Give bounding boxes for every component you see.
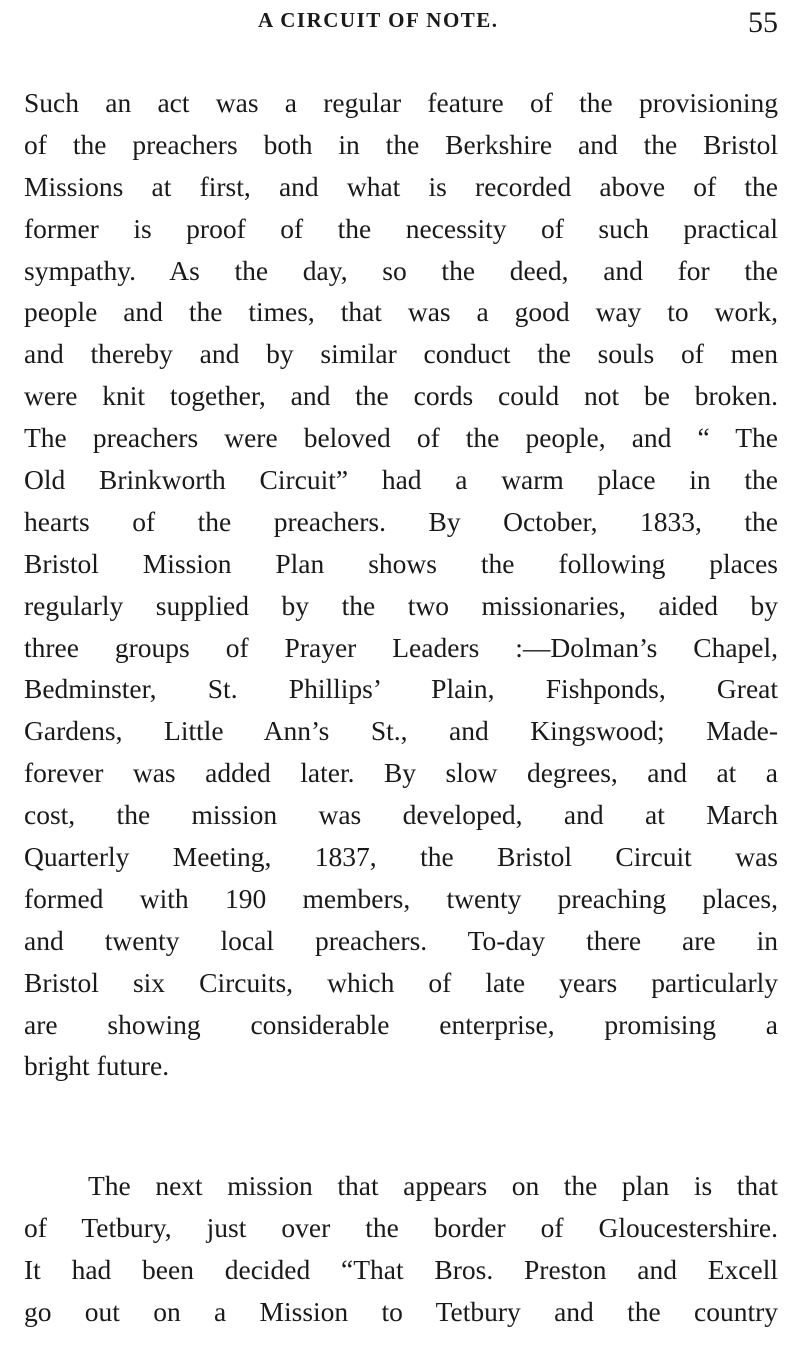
text-line: bright future. [24,1050,170,1082]
text-line: three groups of Prayer Leaders :—Dolman’s Chapel, [24,631,778,663]
text-line: cost, the mission was developed, and at March [24,799,778,831]
paragraph [24,1165,778,1333]
text-line: sympathy. As the day, so the deed, and for the [24,254,778,286]
text-line: Old Brinkworth Circuit” had a warm place in the [24,464,778,496]
text-line: The preachers were beloved of the people, and “ The [24,422,778,454]
text-line: It had been decided “That Bros. Preston and Excell [24,1253,778,1285]
text-line: people and the times, that was a good way to work, [24,296,778,328]
paragraph [24,82,778,1087]
text-line: and thereby and by similar conduct the souls of men [24,338,778,370]
text-line: are showing considerable enterprise, promising a [24,1008,778,1040]
running-title: A CIRCUIT OF NOTE. [258,8,499,32]
text-line: former is proof of the necessity of such practical [24,212,778,244]
text-line: of the preachers both in the Berkshire and the Bristol [24,128,778,160]
text-line: Missions at first, and what is recorded above of the [24,170,778,202]
text-line: forever was added later. By slow degrees, and at a [24,757,778,789]
text-line: Gardens, Little Ann’s St., and Kingswood; Made- [24,715,778,747]
text-line: go out on a Mission to Tetbury and the country [24,1295,778,1327]
running-head [0,4,800,48]
text-line: of Tetbury, just over the border of Gloucestershire. [24,1211,778,1243]
text-line: regularly supplied by the two missionaries, aided by [24,589,778,621]
text-line: formed with 190 members, twenty preaching places, [24,882,778,914]
text-line: Such an act was a regular feature of the provisioning [24,87,778,118]
text-line: The next mission that appears on the plan is that [88,1170,778,1201]
text-line: were knit together, and the cords could not be broken. [24,380,778,412]
text-line: and twenty local preachers. To-day there are in [24,924,778,956]
text-line: Bristol six Circuits, which of late years particularly [24,966,778,998]
text-line: Bristol Mission Plan shows the following places [24,547,778,579]
text-line: hearts of the preachers. By October, 1833, the [24,505,778,537]
page-number: 55 [748,6,778,39]
text-line: Bedminster, St. Phillips’ Plain, Fishponds, Great [24,673,778,705]
text-line: Quarterly Meeting, 1837, the Bristol Circuit was [24,841,778,873]
